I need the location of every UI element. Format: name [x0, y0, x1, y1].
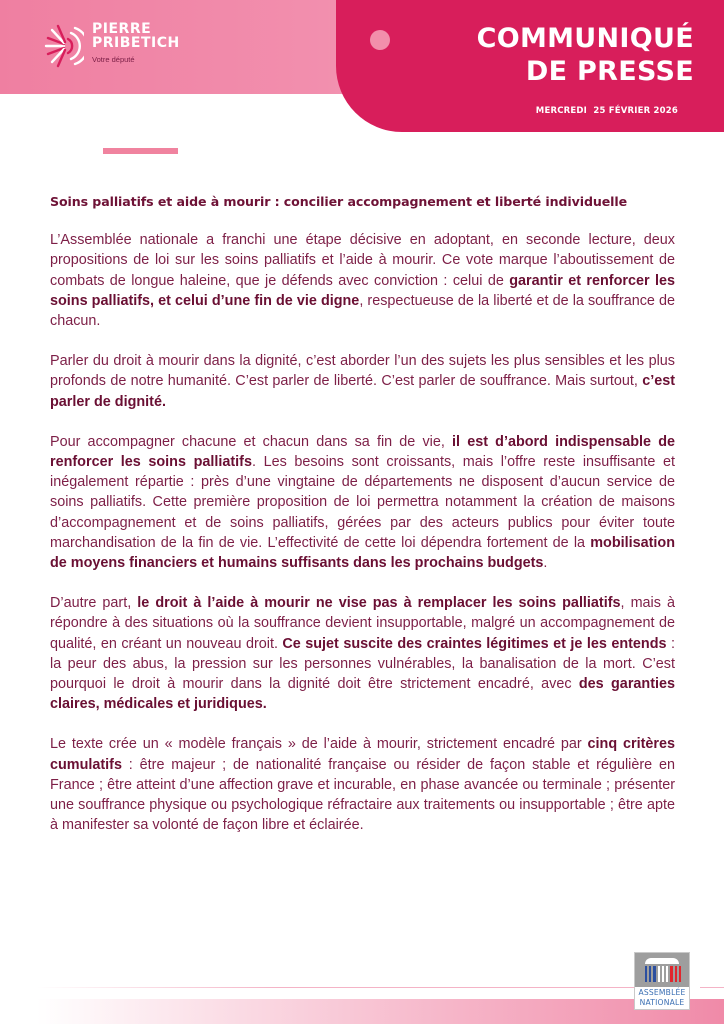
paragraph-text: : la peur des abus, la pression sur les personnes vulnérables, la banalisation de la mort. C’est pourquoi le droit à mourir dans la dignité doit être strictement encadré, avec — [50, 635, 675, 693]
paragraph-emphasis: garantir et renforcer les soins palliatifs, et celui d’une fin de vie digne — [50, 272, 675, 309]
deputy-last-name: PRIBETICH — [92, 35, 180, 51]
column-white — [662, 966, 664, 982]
paragraph-text: , mais à répondre à des situations où la souffrance devient insupportable, malgré un accompagnement de qualité, en créant un nouveau droit. — [50, 595, 675, 652]
article-body — [50, 192, 675, 855]
paragraph-text: . Les besoins sont croissants, mais l’offre reste insuffisante et inégalement répartie : près d’une vingtaine de départements ne disposent d’aucun service de soins palliatifs. Cette première proposition de loi permettra notamment la création de maisons d’accompagnement et de soins palliatifs, gérées par des acteurs publics pour éviter toute marchandisation de la fin de vie. L’effectivité de cette loi dépendra fortement de la — [50, 454, 676, 551]
press-title-line2: DE PRESSE — [525, 56, 694, 87]
assemblee-nationale-label — [635, 988, 689, 1008]
paragraph-text: : être majeur ; de nationalité française ou résider de façon stable et régulière en France ; être atteint d’une affection grave et incurable, en phase avancée ou terminale ; présenter une souffrance physique ou psychologique réfractaire aux traitements ou insupportable ; être apte à manifester sa volonté de façon libre et éclairée. — [50, 756, 675, 834]
accent-divider — [103, 148, 178, 154]
paragraph-emphasis: mobilisation de moyens financiers et humains suffisants dans les prochains budgets — [50, 534, 675, 572]
footer-divider-right — [700, 987, 724, 988]
paragraph-emphasis: le droit à l’aide à mourir ne vise pas à remplacer les soins palliatifs — [137, 595, 621, 612]
press-release-date: MERCREDI 25 FÉVRIER 2026 — [535, 106, 678, 116]
paragraph-text: Pour accompagner chacune et chacun dans sa fin de vie, — [50, 433, 453, 450]
paragraph-text: , respectueuse de la liberté et de la souffrance de chacun. — [50, 292, 676, 330]
paragraph — [50, 734, 675, 835]
footer-divider — [37, 987, 637, 988]
building-columns — [645, 966, 681, 982]
paragraph-emphasis: il est d’abord indispensable de renforcer les soins palliatifs — [50, 433, 675, 471]
deputy-name — [92, 22, 180, 50]
press-release-title — [477, 22, 694, 88]
paragraph-emphasis: cinq critères cumulatifs — [50, 736, 675, 773]
deputy-subtitle: Votre député — [92, 55, 135, 64]
column-red — [679, 966, 681, 982]
bullet-dot-icon — [370, 30, 390, 50]
paragraph — [50, 230, 675, 331]
paragraph-emphasis: c’est parler de dignité. — [50, 373, 675, 410]
column-red — [670, 966, 672, 982]
article-headline: Soins palliatifs et aide à mourir : concilier accompagnement et liberté individuelle — [50, 194, 628, 209]
column-blue — [645, 966, 647, 982]
column-blue — [649, 966, 651, 982]
column-red — [675, 966, 677, 982]
paragraph-emphasis: des garanties claires, médicales et juridiques. — [50, 676, 676, 713]
assemblee-nationale-logo — [634, 952, 690, 1010]
press-release-tab — [336, 0, 724, 132]
assemblee-label-line1: ASSEMBLÉE — [638, 988, 686, 997]
footer-banner — [37, 999, 724, 1024]
paragraph — [50, 432, 675, 573]
paragraph-text: Le texte crée un « modèle français » de l’aide à mourir, strictement encadré par — [50, 736, 588, 753]
paragraph-text: D’autre part, — [50, 595, 138, 612]
paragraph — [50, 593, 675, 714]
press-title-line1: COMMUNIQUÉ — [476, 23, 694, 54]
assemblee-nationale-building-icon — [635, 953, 689, 987]
column-white — [658, 966, 660, 982]
deputy-logo — [44, 22, 294, 74]
column-blue — [653, 966, 655, 982]
paragraph-text: L’Assemblée nationale a franchi une étape décisive en adoptant, en seconde lecture, deux propositions de loi sur les soins palliatifs et l’aide à mourir. Ce vote marque l’aboutissement de combats de longue haleine, que je défends avec conviction : celui de — [50, 232, 675, 289]
paragraph-emphasis: Ce sujet suscite des craintes légitimes et je les entends — [282, 635, 667, 652]
paragraph — [50, 351, 675, 412]
assemblee-label-line2: NATIONALE — [639, 998, 685, 1007]
column-white — [666, 966, 668, 982]
sunburst-logo-icon — [44, 24, 84, 68]
paragraph-text: Parler du droit à mourir dans la dignité, c’est aborder l’un des sujets les plus sensibles et les plus profonds de notre humanité. C’est parler de liberté. C’est parler de souffrance. Mais surtout, — [50, 353, 675, 390]
deputy-first-name: PIERRE — [92, 21, 152, 37]
building-roof — [645, 958, 679, 964]
paragraph-text: . — [543, 555, 548, 572]
